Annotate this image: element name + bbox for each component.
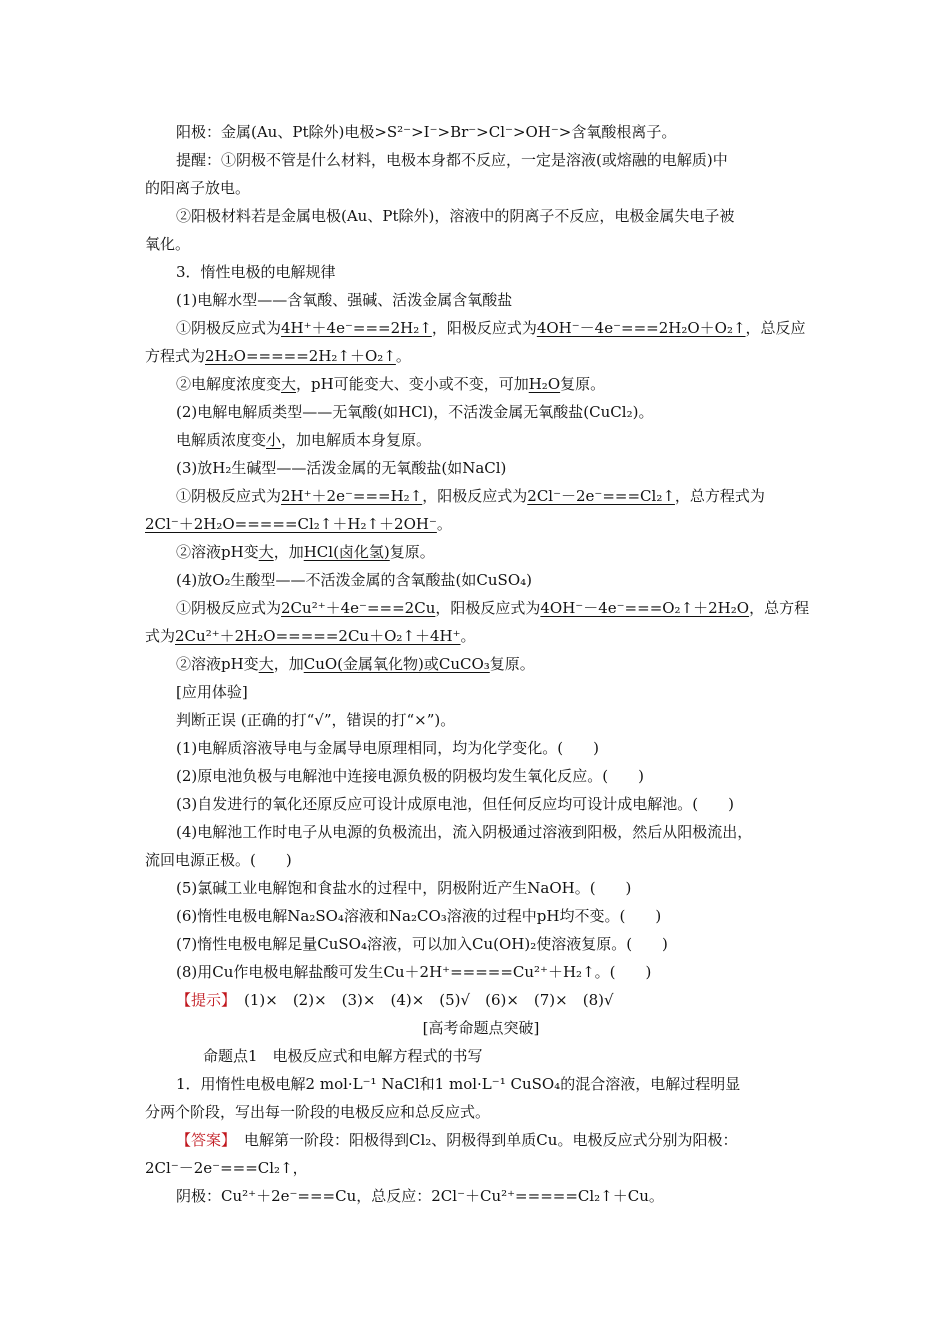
type-1-heading [145, 286, 817, 314]
text: 流回电源正极。( ) [145, 851, 292, 869]
text: 判断正误 (正确的打“√”，错误的打“×”)。 [176, 711, 456, 729]
type-2-item [145, 426, 817, 454]
answer: CuO(金属氧化物)或CuCO₃ [303, 655, 490, 673]
text: ，总方程式为 [674, 487, 765, 505]
topic-title [145, 1042, 817, 1070]
answer-tag: 【答案】 [176, 1131, 237, 1149]
application-heading [145, 678, 817, 706]
answer-cathode: 2H⁺＋2e⁻===H₂↑ [281, 487, 423, 505]
text: (3)自发进行的氧化还原反应可设计成原电池，但任何反应均可设计成电解池。( ) [176, 795, 734, 813]
answer: 大 [258, 655, 274, 673]
text: 复原。 [389, 543, 435, 561]
answer: 小 [266, 431, 282, 449]
text: ①阴极反应式为 [176, 599, 282, 617]
text: ②溶液pH变 [176, 655, 259, 673]
text: ②阳极材料若是金属电极(Au、Pt除外)，溶液中的阴离子不反应，电极金属失电子被 [176, 207, 735, 225]
text: 命题点1 电极反应式和电解方程式的书写 [203, 1047, 483, 1065]
text: 氧化。 [145, 235, 191, 253]
type-3-heading [145, 454, 817, 482]
text: 1．用惰性电极电解2 mol·L⁻¹ NaCl和1 mol·L⁻¹ CuSO₄的混合溶液，电解过程明显 [176, 1075, 741, 1093]
question-3 [145, 790, 817, 818]
answer: H₂O [528, 375, 561, 393]
answer: 大 [258, 543, 274, 561]
type-4-heading [145, 566, 817, 594]
text: (1)电解质溶液导电与金属导电原理相同，均为化学变化。( ) [176, 739, 599, 757]
text: ，pH可能变大、变小或不变，可加 [296, 375, 529, 393]
answer-total: 2H₂O=====2H₂↑＋O₂↑ [205, 347, 396, 365]
text: ，加电解质本身复原。 [281, 431, 432, 449]
hint-tag: 【提示】 [176, 991, 237, 1009]
tip-1-line-1 [145, 146, 817, 174]
section-title [145, 1014, 817, 1042]
answer-anode: 2Cl⁻－2e⁻===Cl₂↑ [527, 487, 675, 505]
text: 式为 [145, 627, 176, 645]
answer-text: 电解第一阶段：阳极得到Cl₂、阴极得到单质Cu。电极反应式分别为阳极： [244, 1131, 738, 1149]
type-1-item-2 [145, 370, 817, 398]
section-3-heading [145, 258, 817, 286]
text: 复原。 [489, 655, 535, 673]
text: (2)电解电解质类型——无氧酸(如HCl)，不活泼金属无氧酸盐(CuCl₂)。 [176, 403, 654, 421]
answer: HCl(卤化氢) [303, 543, 390, 561]
text: ②电解度浓度变 [176, 375, 282, 393]
text: ，加 [273, 655, 304, 673]
question-7 [145, 930, 817, 958]
text: ①阴极反应式为 [176, 487, 282, 505]
answer-line-3 [145, 1182, 817, 1210]
text: (6)惰性电极电解Na₂SO₄溶液和Na₂CO₃溶液的过程中pH均不变。( ) [176, 907, 662, 925]
text: ，阳极反应式为 [435, 599, 541, 617]
text: ，加 [273, 543, 304, 561]
question-1 [145, 734, 817, 762]
text: ②溶液pH变 [176, 543, 259, 561]
question-6 [145, 902, 817, 930]
type-2-heading [145, 398, 817, 426]
exercise-1-line-2 [145, 1098, 817, 1126]
hint-answers [145, 986, 817, 1014]
question-4-line-2 [145, 846, 817, 874]
judge-instruction [145, 706, 817, 734]
text: 的阳离子放电。 [145, 179, 251, 197]
answer-line-1 [145, 1126, 817, 1154]
text: (4)放O₂生酸型——不活泼金属的含氧酸盐(如CuSO₄) [176, 571, 532, 589]
text: 。 [436, 515, 452, 533]
tip-2-line-1 [145, 202, 817, 230]
text: (3)放H₂生碱型——活泼金属的无氧酸盐(如NaCl) [176, 459, 507, 477]
type-3-item-2 [145, 538, 817, 566]
exercise-1-line-1 [145, 1070, 817, 1098]
type-3-item-1-line-1 [145, 482, 817, 510]
document-body [145, 118, 817, 1210]
text: (7)惰性电极电解足量CuSO₄溶液，可以加入Cu(OH)₂使溶液复原。( ) [176, 935, 668, 953]
text: 电解质浓度变 [176, 431, 267, 449]
text: 3．惰性电极的电解规律 [176, 263, 336, 281]
text: 方程式为 [145, 347, 206, 365]
tip-2-line-2 [145, 230, 817, 258]
answer-anode: 4OH⁻－4e⁻===O₂↑＋2H₂O [540, 599, 750, 617]
text: ，阳极反应式为 [422, 487, 528, 505]
answer-cathode: 4H⁺＋4e⁻===2H₂↑ [281, 319, 432, 337]
hint-text: (1)× (2)× (3)× (4)× (5)√ (6)× (7)× (8)√ [244, 991, 614, 1009]
question-2 [145, 762, 817, 790]
answer-total: 2Cl⁻＋2H₂O=====Cl₂↑＋H₂↑＋2OH⁻ [145, 515, 437, 533]
text: ①阴极反应式为 [176, 319, 282, 337]
text: 。 [460, 627, 476, 645]
text: ，阳极反应式为 [431, 319, 537, 337]
text: 分两个阶段，写出每一阶段的电极反应和总反应式。 [145, 1103, 491, 1121]
answer-line-2 [145, 1154, 817, 1182]
text: 阳极：金属(Au、Pt除外)电极>S²⁻>I⁻>Br⁻>Cl⁻>OH⁻>含氧酸根离子。 [176, 123, 677, 141]
type-4-item-2 [145, 650, 817, 678]
question-8 [145, 958, 817, 986]
question-4-line-1 [145, 818, 817, 846]
anode-order-line [145, 118, 817, 146]
text: ，总方程 [749, 599, 810, 617]
type-3-item-1-line-2 [145, 510, 817, 538]
text: 提醒：①阴极不管是什么材料，电极本身都不反应，一定是溶液(或熔融的电解质)中 [176, 151, 728, 169]
text: [高考命题点突破] [422, 1019, 540, 1037]
text: (1)电解水型——含氧酸、强碱、活泼金属含氧酸盐 [176, 291, 513, 309]
text: 复原。 [560, 375, 606, 393]
text: ，总反应 [745, 319, 806, 337]
answer-cathode: 2Cu²⁺＋4e⁻===2Cu [281, 599, 436, 617]
text: 。 [395, 347, 411, 365]
answer-total: 2Cu²⁺＋2H₂O=====2Cu＋O₂↑＋4H⁺ [175, 627, 461, 645]
text: (4)电解池工作时电子从电源的负极流出，流入阴极通过溶液到阳极，然后从阳极流出， [176, 823, 753, 841]
type-1-item-1-line-2 [145, 342, 817, 370]
text: 阴极：Cu²⁺＋2e⁻===Cu，总反应：2Cl⁻＋Cu²⁺=====Cl₂↑＋Cu。 [176, 1187, 664, 1205]
text: 2Cl⁻－2e⁻===Cl₂↑， [145, 1159, 308, 1177]
answer-anode: 4OH⁻－4e⁻===2H₂O＋O₂↑ [536, 319, 746, 337]
text: [应用体验] [176, 683, 248, 701]
type-4-item-1-line-1 [145, 594, 817, 622]
type-1-item-1-line-1 [145, 314, 817, 342]
tip-1-line-2 [145, 174, 817, 202]
text: (2)原电池负极与电解池中连接电源负极的阴极均发生氧化反应。( ) [176, 767, 644, 785]
text: (5)氯碱工业电解饱和食盐水的过程中，阴极附近产生NaOH。( ) [176, 879, 632, 897]
type-4-item-1-line-2 [145, 622, 817, 650]
answer: 大 [281, 375, 297, 393]
text: (8)用Cu作电极电解盐酸可发生Cu＋2H⁺=====Cu²⁺＋H₂↑。( ) [176, 963, 652, 981]
question-5 [145, 874, 817, 902]
